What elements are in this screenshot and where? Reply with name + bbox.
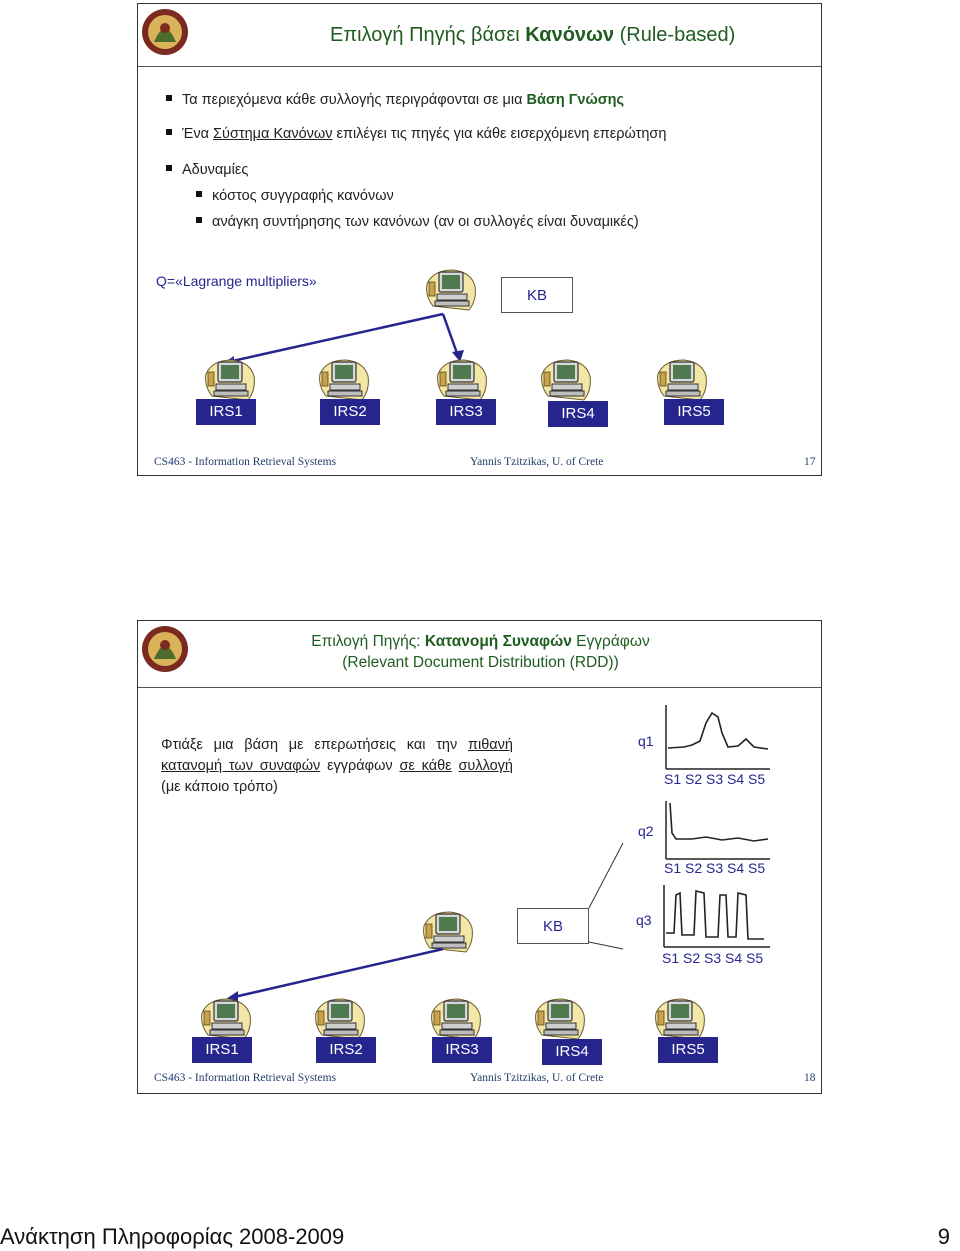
bullet-text: Ένα [182, 126, 214, 142]
body-underlined: κατανομή των συναφών [161, 758, 321, 774]
body-underlined: συλλογή [458, 758, 513, 774]
footer-author: Yannis Tzitzikas, U. of Crete [470, 1072, 604, 1084]
irs-box-1: IRS1 [192, 1037, 252, 1063]
irs-box-2: IRS2 [316, 1037, 376, 1063]
bullet-underlined: Σύστημα Κανόνων [213, 126, 333, 142]
title-text: Επιλογή Πηγής βάσει [330, 24, 526, 46]
title-line-2: (Relevant Document Distribution (RDD)) [342, 654, 619, 671]
body-text: (με κάποιο τρόπο) [161, 779, 278, 795]
q2-axis-labels: S1 S2 S3 S4 S5 [664, 860, 766, 876]
footer-course: CS463 - Information Retrieval Systems [154, 456, 337, 468]
computer-icon [202, 356, 258, 404]
subbullet-text: κόστος συγγραφής κανόνων [212, 188, 394, 204]
footer-course: CS463 - Information Retrieval Systems [154, 1072, 337, 1084]
footer-slide-number: 17 [804, 456, 816, 468]
computer-icon [434, 356, 490, 404]
q3-axis-labels: S1 S2 S3 S4 S5 [662, 950, 764, 966]
footer-author: Yannis Tzitzikas, U. of Crete [470, 456, 604, 468]
title-bold: Κατανομή Συναφών [424, 633, 572, 650]
irs-box-4: IRS4 [548, 401, 608, 427]
computer-icon [538, 356, 594, 404]
bullet-bold: Βάση Γνώσης [526, 92, 625, 108]
title-bold: Κανόνων [525, 24, 615, 46]
body-text: Φτιάξε μια βάση με επερωτήσεις και την [161, 737, 468, 753]
slide-18 [137, 620, 822, 1094]
body-text: εγγράφων [320, 758, 400, 774]
irs-box-1: IRS1 [196, 399, 256, 425]
page-footer-title: Ανάκτηση Πληροφορίας 2008-2009 [0, 1224, 345, 1249]
title-suffix: Εγγράφων [571, 633, 650, 650]
computer-icon [312, 995, 368, 1043]
bullet-text: Αδυναμίες [182, 162, 249, 178]
computer-icon [652, 995, 708, 1043]
knowledge-base-box: KB [517, 908, 589, 944]
irs-box-4: IRS4 [542, 1039, 602, 1065]
irs-box-2: IRS2 [320, 399, 380, 425]
irs-box-5: IRS5 [658, 1037, 718, 1063]
bullet-text: Τα περιεχόμενα κάθε συλλογής περιγράφονται σε μια [182, 92, 527, 108]
q1-axis-labels: S1 S2 S3 S4 S5 [664, 771, 766, 787]
query-q2-label: q2 [638, 823, 654, 839]
title-suffix: (Rule-based) [614, 24, 736, 46]
bullet-text-tail: επιλέγει τις πηγές για κάθε εισερχόμενη επερώτηση [332, 126, 667, 142]
page-number: 9 [937, 1224, 950, 1249]
computer-icon [428, 995, 484, 1043]
computer-icon [198, 995, 254, 1043]
irs-box-3: IRS3 [432, 1037, 492, 1063]
query-q3-label: q3 [636, 912, 652, 928]
irs-box-3: IRS3 [436, 399, 496, 425]
body-underlined: πιθανή [468, 737, 513, 753]
computer-icon [532, 995, 588, 1043]
query-q1-label: q1 [638, 733, 654, 749]
query-label: Q=«Lagrange multipliers» [156, 273, 317, 289]
computer-icon [654, 356, 710, 404]
footer-slide-number: 18 [804, 1072, 816, 1084]
knowledge-base-box: KB [501, 277, 573, 313]
irs-box-5: IRS5 [664, 399, 724, 425]
body-underlined: σε κάθε [399, 758, 452, 774]
computer-icon [316, 356, 372, 404]
subbullet-text: ανάγκη συντήρησης των κανόνων (αν οι συλλογές είναι δυναμικές) [212, 214, 639, 230]
title-text: Επιλογή Πηγής: [311, 633, 425, 650]
slide-17 [137, 3, 822, 476]
